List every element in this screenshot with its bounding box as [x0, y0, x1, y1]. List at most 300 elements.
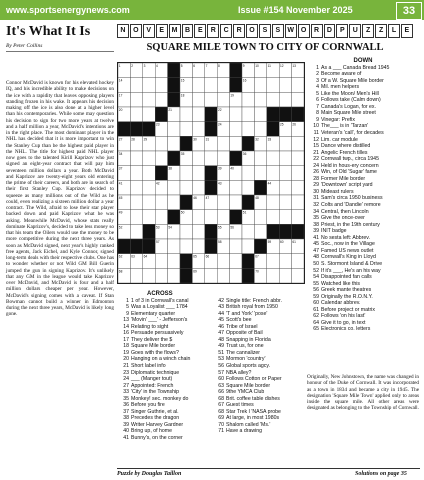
grid-block — [130, 122, 142, 137]
clue-number: 70 — [218, 421, 224, 428]
clue-number: 16 — [123, 330, 129, 337]
grid-cell[interactable] — [242, 239, 254, 254]
clue-number: 45 — [313, 241, 319, 248]
grid-number: 13 — [292, 64, 296, 68]
grid-cell[interactable] — [205, 268, 217, 283]
grid-number: 19 — [230, 93, 234, 98]
grid-cell[interactable] — [254, 92, 266, 107]
clue-number: 56 — [313, 287, 319, 294]
grid-cell[interactable] — [155, 78, 167, 93]
clue-text: Win, of Old 'Sugar' fame — [321, 169, 377, 176]
grid-block — [292, 107, 304, 122]
grid-cell[interactable] — [279, 268, 291, 283]
grid-number: 26 — [292, 122, 296, 127]
grid-number: 3 — [143, 64, 146, 68]
clue-number: 50 — [313, 260, 319, 267]
grid-block — [180, 195, 192, 210]
grid-cell[interactable] — [267, 166, 279, 181]
clue-text: Watched like this — [321, 280, 361, 287]
clue-text: Lim. car module — [321, 136, 358, 143]
grid-cell[interactable] — [180, 107, 192, 122]
grid-cell[interactable] — [242, 166, 254, 181]
grid-cell[interactable] — [155, 254, 167, 269]
clue-text: S. Stormont Island & Drive — [321, 260, 383, 267]
grid-cell[interactable] — [292, 210, 304, 225]
banner-letter: S — [259, 24, 271, 38]
crossword-grid[interactable] — [117, 62, 305, 284]
grid-cell[interactable] — [143, 268, 155, 283]
grid-cell[interactable] — [292, 78, 304, 93]
clue-text: Soc., now in the Village — [321, 241, 375, 248]
clue-number: 62 — [313, 313, 319, 320]
clue-number: 21 — [313, 149, 319, 156]
grid-number: 64 — [143, 254, 148, 259]
clue-number: 21 — [123, 363, 129, 370]
clue-item — [212, 428, 304, 435]
clue-text: Star Trek I 'NASA probe — [226, 408, 281, 415]
grid-cell[interactable] — [192, 92, 204, 107]
clue-number: 61 — [313, 306, 319, 313]
grid-number: 33 — [267, 137, 272, 142]
grid-block — [130, 239, 142, 254]
banner-letter: W — [285, 24, 297, 38]
clue-text: British royal from 1950 — [226, 304, 278, 311]
grid-number: 41 — [118, 181, 123, 186]
clue-number: 1 — [316, 64, 319, 71]
grid-cell[interactable] — [192, 239, 204, 254]
grid-number: 46 — [193, 196, 197, 200]
grid-cell[interactable] — [168, 122, 180, 137]
grid-number: 55 — [218, 225, 222, 230]
grid-cell[interactable] — [267, 92, 279, 107]
clue-text: Give the once-over — [321, 215, 365, 222]
grid-cell[interactable] — [254, 224, 266, 239]
clue-text: Bunny's, on the corner — [131, 435, 183, 442]
clue-number: 35 — [123, 395, 129, 402]
clue-number: 69 — [218, 415, 224, 422]
grid-cell[interactable] — [168, 239, 180, 254]
grid-number: 48 — [255, 196, 259, 200]
down-clue-list — [307, 65, 419, 333]
grid-block — [143, 239, 155, 254]
grid-number: 65 — [193, 254, 197, 259]
grid-cell[interactable] — [155, 136, 167, 151]
clue-text: ___ (Manger tout) — [131, 376, 173, 383]
grid-cell[interactable] — [292, 92, 304, 107]
grid-cell[interactable] — [267, 78, 279, 93]
clue-text: Originally the R.O.N.Y. — [321, 293, 373, 300]
grid-block — [118, 239, 130, 254]
grid-cell[interactable] — [230, 254, 242, 269]
grid-cell[interactable] — [292, 268, 304, 283]
across-clue-list-2 — [212, 298, 304, 435]
grid-block — [205, 166, 217, 181]
clue-number: 31 — [313, 195, 319, 202]
across-clues-1 — [117, 291, 209, 442]
grid-cell[interactable] — [130, 151, 142, 166]
banner-letter: E — [401, 24, 413, 38]
grid-cell[interactable] — [267, 151, 279, 166]
grid-block — [205, 239, 217, 254]
grid-block — [279, 107, 291, 122]
banner-letter: R — [311, 24, 323, 38]
clue-text: Become aware of — [321, 71, 362, 78]
clue-number: 42 — [218, 297, 224, 304]
grid-cell[interactable] — [180, 224, 192, 239]
grid-cell[interactable] — [130, 268, 142, 283]
clue-text: Goes with the flows? — [131, 349, 179, 356]
grid-cell[interactable] — [180, 166, 192, 181]
clue-text: 1 of 3 in Cornwall's canal — [131, 297, 189, 304]
grid-cell[interactable] — [192, 78, 204, 93]
grid-cell[interactable] — [279, 136, 291, 151]
grid-cell[interactable] — [130, 224, 142, 239]
grid-cell[interactable] — [267, 195, 279, 210]
grid-cell[interactable] — [292, 166, 304, 181]
clue-number: 6 — [316, 97, 319, 104]
grid-cell[interactable] — [242, 92, 254, 107]
grid-cell[interactable] — [180, 122, 192, 137]
grid-cell[interactable] — [254, 166, 266, 181]
grid-cell[interactable] — [143, 166, 155, 181]
grid-block — [168, 151, 180, 166]
clue-text: Bring up, of home — [131, 428, 172, 435]
clue-text: Disappointed fan calls — [321, 274, 372, 281]
grid-cell[interactable] — [192, 180, 204, 195]
grid-number: 1 — [118, 64, 121, 68]
banner-letter: U — [349, 24, 361, 38]
clue-number: 63 — [218, 382, 224, 389]
clue-number: 66 — [218, 389, 224, 396]
clue-text: Relating to sight — [131, 323, 169, 330]
clue-text: Hanging on a winch chain — [131, 356, 191, 363]
clue-number: 33 — [123, 389, 129, 396]
clue-number: 2 — [316, 71, 319, 78]
grid-cell[interactable] — [143, 180, 155, 195]
clue-text: Famed US news outlet — [321, 247, 374, 254]
grid-cell[interactable] — [230, 268, 242, 283]
grid-cell[interactable] — [292, 195, 304, 210]
clue-text: No sesta left: Abbrev. — [321, 234, 370, 241]
grid-cell[interactable] — [155, 210, 167, 225]
grid-number: 52 — [118, 225, 123, 230]
grid-cell[interactable] — [279, 195, 291, 210]
grid-cell[interactable] — [242, 180, 254, 195]
clue-text: Tribe of Israel — [226, 323, 258, 330]
grid-cell[interactable] — [143, 151, 155, 166]
grid-cell[interactable] — [217, 136, 229, 151]
grid-cell[interactable] — [143, 195, 155, 210]
clue-text: Sam's circa 1950 business — [321, 195, 383, 202]
grid-cell[interactable] — [155, 92, 167, 107]
grid-number: 30 — [193, 137, 197, 142]
grid-cell[interactable] — [180, 239, 192, 254]
clue-number: 59 — [313, 293, 319, 300]
grid-cell[interactable] — [267, 210, 279, 225]
grid-number: 21 — [168, 108, 172, 112]
grid-number: 47 — [205, 196, 210, 200]
grid-cell[interactable] — [192, 107, 204, 122]
clue-text: Angelic French tilles — [321, 149, 368, 156]
grid-block — [180, 254, 192, 269]
grid-cell[interactable] — [230, 122, 242, 137]
clue-text: Before you fire — [131, 402, 165, 409]
grid-number: 23 — [156, 122, 160, 127]
grid-number: 45 — [118, 196, 123, 200]
clue-number: 17 — [123, 336, 129, 343]
clue-number: 39 — [313, 228, 319, 235]
banner-letter: O — [246, 24, 258, 38]
grid-number: 57 — [156, 240, 160, 244]
grid-cell[interactable] — [130, 210, 142, 225]
clue-number: 57 — [218, 369, 224, 376]
grid-cell[interactable] — [155, 268, 167, 283]
clue-number: 5 — [316, 90, 319, 97]
down-clues — [307, 58, 419, 333]
clue-number: 52 — [313, 267, 319, 274]
grid-cell[interactable] — [230, 136, 242, 151]
grid-cell[interactable] — [242, 224, 254, 239]
grid-cell[interactable] — [180, 180, 192, 195]
grid-cell[interactable] — [279, 166, 291, 181]
grid-cell[interactable] — [155, 151, 167, 166]
grid-number: 51 — [242, 210, 247, 215]
clue-number: 64 — [313, 319, 319, 326]
grid-cell[interactable] — [143, 107, 155, 122]
clue-text: Persuade persuasively — [131, 330, 184, 337]
banner-letter: N — [117, 24, 129, 38]
banner-letter: E — [194, 24, 206, 38]
clue-number: 68 — [218, 395, 224, 402]
grid-cell[interactable] — [230, 180, 242, 195]
grid-cell[interactable] — [292, 136, 304, 151]
grid-cell[interactable] — [267, 268, 279, 283]
banner-letter: D — [324, 24, 336, 38]
clue-text: Cornwall twp., circa 1945 — [321, 156, 379, 163]
grid-cell[interactable] — [267, 254, 279, 269]
clue-text: Have a drawing — [226, 428, 263, 435]
grid-number: 20 — [118, 108, 123, 112]
clue-item — [307, 326, 419, 333]
grid-block — [180, 136, 192, 151]
banner-letter: V — [143, 24, 155, 38]
clue-text: Monkey! sec. monkey do — [131, 395, 189, 402]
banner-letter: E — [156, 24, 168, 38]
crossword-section — [117, 24, 420, 442]
puzzle-banner — [117, 24, 413, 38]
clue-number: 24 — [313, 162, 319, 169]
grid-number: 29 — [143, 137, 148, 142]
clue-text: Diplomatic technique — [131, 369, 180, 376]
clue-text: Canada's Logan, for ex. — [321, 103, 376, 110]
grid-cell[interactable] — [254, 78, 266, 93]
grid-number: 42 — [156, 181, 160, 186]
grid-cell[interactable] — [143, 210, 155, 225]
clue-number: 9 — [316, 116, 319, 123]
clue-number: 30 — [313, 188, 319, 195]
clue-text: Mil. men helpers — [321, 84, 360, 91]
grid-cell[interactable] — [130, 180, 142, 195]
clue-text: Opposite of Bail — [226, 330, 263, 337]
grid-cell[interactable] — [205, 92, 217, 107]
grid-cell[interactable] — [130, 195, 142, 210]
grid-cell[interactable] — [130, 92, 142, 107]
grid-cell[interactable] — [130, 78, 142, 93]
grid-number: 58 — [218, 240, 222, 244]
grid-cell[interactable] — [279, 151, 291, 166]
banner-letter: P — [336, 24, 348, 38]
grid-cell[interactable] — [217, 268, 229, 283]
grid-cell[interactable] — [205, 210, 217, 225]
grid-cell[interactable] — [192, 224, 204, 239]
grid-cell[interactable] — [279, 180, 291, 195]
grid-number: 10 — [255, 64, 259, 68]
clue-text: The___ is in 'Tarzan' — [321, 123, 369, 130]
grid-block — [267, 107, 279, 122]
clue-number: 60 — [313, 300, 319, 307]
grid-number: 44 — [267, 181, 272, 186]
grid-block — [143, 224, 155, 239]
grid-cell[interactable] — [279, 78, 291, 93]
site-url[interactable]: www.sportsenergynews.com — [6, 5, 130, 15]
grid-cell[interactable] — [217, 254, 229, 269]
clue-number: 15 — [313, 143, 319, 150]
grid-cell[interactable] — [279, 210, 291, 225]
clue-number: 37 — [123, 408, 129, 415]
clue-text: The cannalizer — [226, 349, 261, 356]
grid-cell[interactable] — [217, 92, 229, 107]
clue-number: 45 — [218, 317, 224, 324]
grid-number: 28 — [131, 137, 135, 142]
grid-cell[interactable] — [230, 239, 242, 254]
clue-text: INIT badge — [321, 228, 347, 235]
clue-number: 20 — [123, 356, 129, 363]
grid-block — [267, 122, 279, 137]
grid-number: 39 — [218, 166, 222, 171]
grid-block — [267, 224, 279, 239]
grid-cell[interactable] — [130, 166, 142, 181]
grid-block — [242, 195, 254, 210]
grid-cell[interactable] — [168, 180, 180, 195]
grid-cell[interactable] — [292, 151, 304, 166]
clue-text: 'City' in the Township — [131, 389, 180, 396]
clue-text: Shalom called 'Ms.' — [226, 421, 271, 428]
grid-block — [230, 63, 242, 78]
clue-number: 26 — [313, 169, 319, 176]
grid-cell[interactable] — [143, 92, 155, 107]
grid-cell[interactable] — [168, 195, 180, 210]
grid-cell[interactable] — [130, 107, 142, 122]
grid-number: 16 — [242, 78, 247, 83]
clue-text: Appointed: French — [131, 382, 174, 389]
grid-cell[interactable] — [217, 151, 229, 166]
grid-cell[interactable] — [143, 78, 155, 93]
grid-cell[interactable] — [230, 107, 242, 122]
clue-text: Give it to go, in text — [321, 319, 366, 326]
grid-number: 5 — [180, 64, 183, 68]
grid-cell[interactable] — [192, 122, 204, 137]
grid-cell[interactable] — [217, 78, 229, 93]
grid-cell[interactable] — [205, 151, 217, 166]
clue-number: 9 — [126, 310, 129, 317]
grid-cell[interactable] — [242, 122, 254, 137]
grid-cell[interactable] — [254, 210, 266, 225]
clue-text: Electronics co. letters — [321, 326, 371, 333]
grid-cell[interactable] — [192, 166, 204, 181]
grid-block — [205, 122, 217, 137]
grid-block — [168, 210, 180, 225]
grid-cell[interactable] — [279, 254, 291, 269]
clue-text: Was a Loyalist ___ 1784 — [131, 304, 188, 311]
across-clue-list-1 — [117, 298, 209, 442]
grid-cell[interactable] — [279, 92, 291, 107]
clue-number: 54 — [313, 274, 319, 281]
grid-cell[interactable] — [242, 107, 254, 122]
clue-number: 10 — [313, 123, 319, 130]
clue-number: 48 — [218, 336, 224, 343]
grid-cell[interactable] — [292, 180, 304, 195]
crossword-grid-svg[interactable] — [118, 63, 304, 283]
grid-cell[interactable] — [217, 195, 229, 210]
grid-number: 14 — [118, 78, 123, 83]
clue-number: 53 — [218, 356, 224, 363]
clue-number: 8 — [316, 110, 319, 117]
grid-number: 22 — [218, 108, 222, 112]
clue-number: 46 — [218, 323, 224, 330]
grid-block — [242, 254, 254, 269]
clue-number: 44 — [218, 310, 224, 317]
grid-block — [155, 166, 167, 181]
clue-number: 41 — [313, 234, 319, 241]
grid-number: 8 — [218, 64, 220, 68]
clue-text: Global sports agcy. — [226, 363, 271, 370]
clue-text: Veteran's 'call', for decades — [321, 130, 384, 137]
clue-text: Priest, in the 19th century — [321, 221, 380, 228]
clue-text: NBA alley? — [226, 369, 252, 376]
clue-number: 7 — [316, 103, 319, 110]
grid-cell[interactable] — [254, 107, 266, 122]
grid-cell[interactable] — [230, 195, 242, 210]
grid-number: 67 — [255, 254, 259, 259]
clue-number: 51 — [218, 349, 224, 356]
grid-cell[interactable] — [192, 151, 204, 166]
puzzle-footer — [117, 468, 420, 480]
grid-cell[interactable] — [168, 254, 180, 269]
grid-number: 43 — [218, 181, 222, 186]
grid-cell[interactable] — [168, 268, 180, 283]
grid-cell[interactable] — [155, 195, 167, 210]
grid-cell[interactable] — [168, 136, 180, 151]
clue-text: Vinegar: Prefix — [321, 116, 355, 123]
grid-number: 17 — [118, 93, 123, 98]
grid-cell[interactable] — [292, 254, 304, 269]
grid-cell[interactable] — [217, 210, 229, 225]
solutions-note: Solutions on page 35 — [355, 471, 407, 477]
clue-number: 48 — [313, 254, 319, 261]
grid-cell[interactable] — [192, 210, 204, 225]
clue-number: 32 — [313, 202, 319, 209]
clue-number: 27 — [123, 382, 129, 389]
grid-cell[interactable] — [254, 122, 266, 137]
clue-text: Writer Harvey Gardner — [131, 421, 184, 428]
grid-cell[interactable] — [254, 151, 266, 166]
clue-number: 22 — [313, 156, 319, 163]
grid-cell[interactable] — [205, 78, 217, 93]
grid-number: 4 — [156, 64, 158, 68]
article-column — [6, 24, 114, 318]
banner-letter: O — [298, 24, 310, 38]
puzzle-title: SQUARE MILE TOWN TO CITY OF CORNWALL — [146, 42, 384, 53]
